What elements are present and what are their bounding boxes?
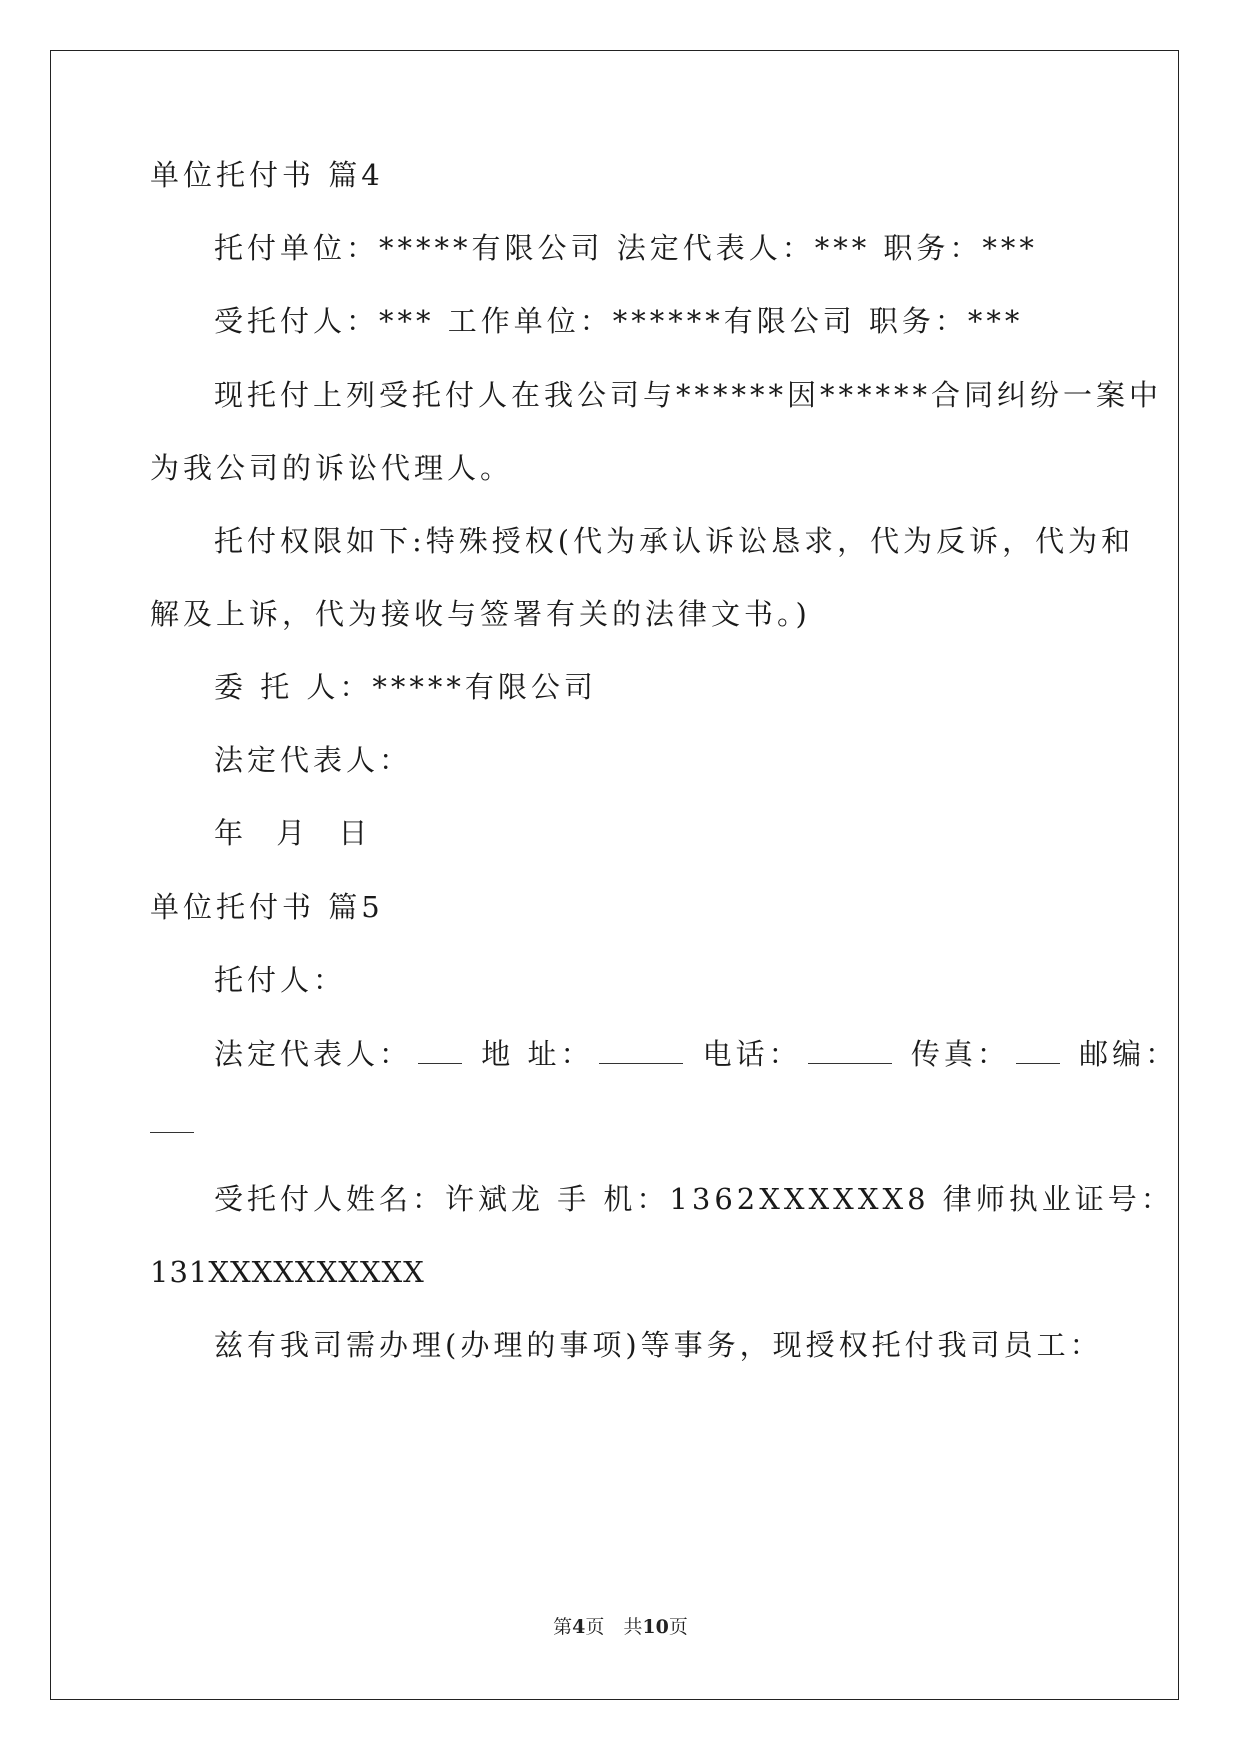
phone-blank bbox=[808, 1039, 892, 1064]
zipcode-blank-line bbox=[150, 1108, 194, 1138]
principal-label: 托付人： bbox=[214, 963, 347, 997]
section-4-title: 单位托付书 篇4 bbox=[150, 158, 384, 192]
date-line: 年 月 日 bbox=[214, 816, 380, 850]
fax-label: 传真： bbox=[910, 1037, 1010, 1071]
zipcode-label: 邮编： bbox=[1079, 1037, 1179, 1071]
page-current-number: 4 bbox=[572, 1616, 586, 1638]
legal-rep-label: 法定代表人： bbox=[214, 1037, 413, 1071]
phone-label: 电话： bbox=[702, 1037, 802, 1071]
page-prefix: 第 bbox=[553, 1616, 573, 1638]
principal-line: 委 托 人：*****有限公司 bbox=[214, 670, 597, 704]
legal-rep-blank bbox=[418, 1039, 462, 1064]
trustee-line: 受托付人：*** 工作单位：******有限公司 职务：*** bbox=[214, 304, 1024, 338]
fax-blank bbox=[1016, 1039, 1060, 1064]
contact-fields-line bbox=[214, 1039, 1178, 1069]
address-blank bbox=[599, 1039, 683, 1064]
page-suffix: 页 bbox=[668, 1616, 688, 1638]
authority-paragraph-line-2: 解及上诉，代为接收与签署有关的法律文书。) bbox=[150, 597, 811, 631]
entrustment-paragraph-line-2: 为我公司的诉讼代理人。 bbox=[150, 451, 514, 485]
zipcode-blank bbox=[150, 1108, 194, 1133]
page-border bbox=[50, 50, 1179, 1700]
trustee-info-line-1: 受托付人姓名：许斌龙 手 机：1362XXXXXX8 律师执业证号： bbox=[214, 1182, 1174, 1216]
page-total-number: 10 bbox=[642, 1616, 669, 1638]
authorization-paragraph: 兹有我司需办理(办理的事项)等事务，现授权托付我司员工： bbox=[214, 1328, 1103, 1362]
trustee-info-line-2: 131XXXXXXXXXX bbox=[150, 1255, 425, 1289]
page-footer bbox=[0, 1612, 1241, 1639]
entrustment-paragraph-line-1: 现托付上列受托付人在我公司与******因******合同纠纷一案中 bbox=[214, 378, 1163, 412]
entrusting-unit-line: 托付单位：*****有限公司 法定代表人：*** 职务：*** bbox=[214, 231, 1038, 265]
legal-rep-signature-line: 法定代表人： bbox=[214, 743, 413, 777]
address-label: 地 址： bbox=[481, 1037, 594, 1071]
authority-paragraph-line-1: 托付权限如下:特殊授权(代为承认诉讼恳求，代为反诉，代为和 bbox=[214, 524, 1135, 558]
page-mid-text: 页 共 bbox=[585, 1616, 643, 1638]
section-5-title: 单位托付书 篇5 bbox=[150, 890, 384, 924]
